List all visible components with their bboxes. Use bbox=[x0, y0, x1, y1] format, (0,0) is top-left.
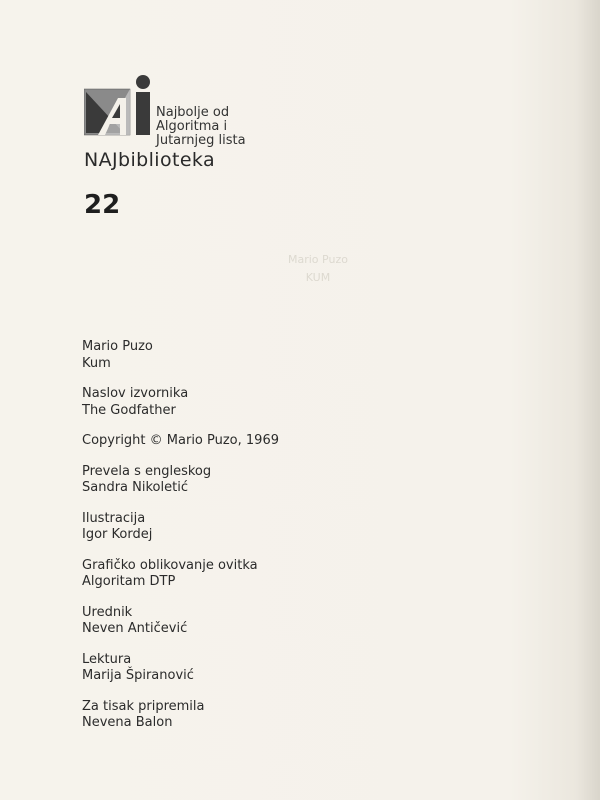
ghost-line: KUM bbox=[305, 271, 331, 284]
credit-translator bbox=[82, 464, 279, 497]
credit-value: Nevena Balon bbox=[82, 715, 173, 730]
tagline-line: Algoritma i bbox=[156, 119, 228, 134]
credit-value: The Godfather bbox=[82, 402, 176, 418]
credit-print-prep bbox=[82, 699, 279, 732]
credit-label: Copyright © Mario Puzo, 1969 bbox=[82, 433, 279, 448]
credit-label: Lektura bbox=[82, 651, 132, 667]
credit-original-title bbox=[82, 386, 279, 419]
tagline-line: Jutarnjeg lista bbox=[156, 133, 246, 148]
credit-label: Prevela s engleskog bbox=[82, 463, 212, 479]
credit-label: Mario Puzo bbox=[82, 339, 153, 354]
series-number: 22 bbox=[84, 190, 121, 220]
series-name: NAJbiblioteka bbox=[84, 149, 216, 171]
credit-illustration bbox=[82, 511, 279, 544]
credit-value: Algoritam DTP bbox=[82, 574, 176, 589]
credit-value: Sandra Nikoletić bbox=[82, 480, 188, 495]
credit-value: Neven Antičević bbox=[82, 621, 188, 636]
tagline-line: Najbolje od bbox=[156, 105, 230, 120]
credit-value: Kum bbox=[82, 355, 111, 371]
credit-author bbox=[82, 339, 279, 372]
credits-list bbox=[82, 339, 279, 746]
credit-value: Igor Kordej bbox=[82, 527, 153, 542]
bleed-through-text bbox=[288, 251, 348, 287]
series-tagline bbox=[156, 106, 246, 148]
credit-copyright bbox=[82, 433, 279, 450]
credit-label: Grafičko oblikovanje ovitka bbox=[82, 557, 258, 573]
credit-proofreading bbox=[82, 652, 279, 685]
credit-cover-design bbox=[82, 558, 279, 591]
credit-editor bbox=[82, 605, 279, 638]
credit-value: Marija Špiranović bbox=[82, 668, 194, 683]
credit-label: Za tisak pripremila bbox=[82, 698, 205, 714]
credit-label: Ilustracija bbox=[82, 510, 146, 526]
ghost-line: Mario Puzo bbox=[288, 253, 348, 266]
naj-logo-icon bbox=[84, 74, 154, 146]
credit-label: Urednik bbox=[82, 604, 133, 620]
credit-label: Naslov izvornika bbox=[82, 386, 189, 401]
